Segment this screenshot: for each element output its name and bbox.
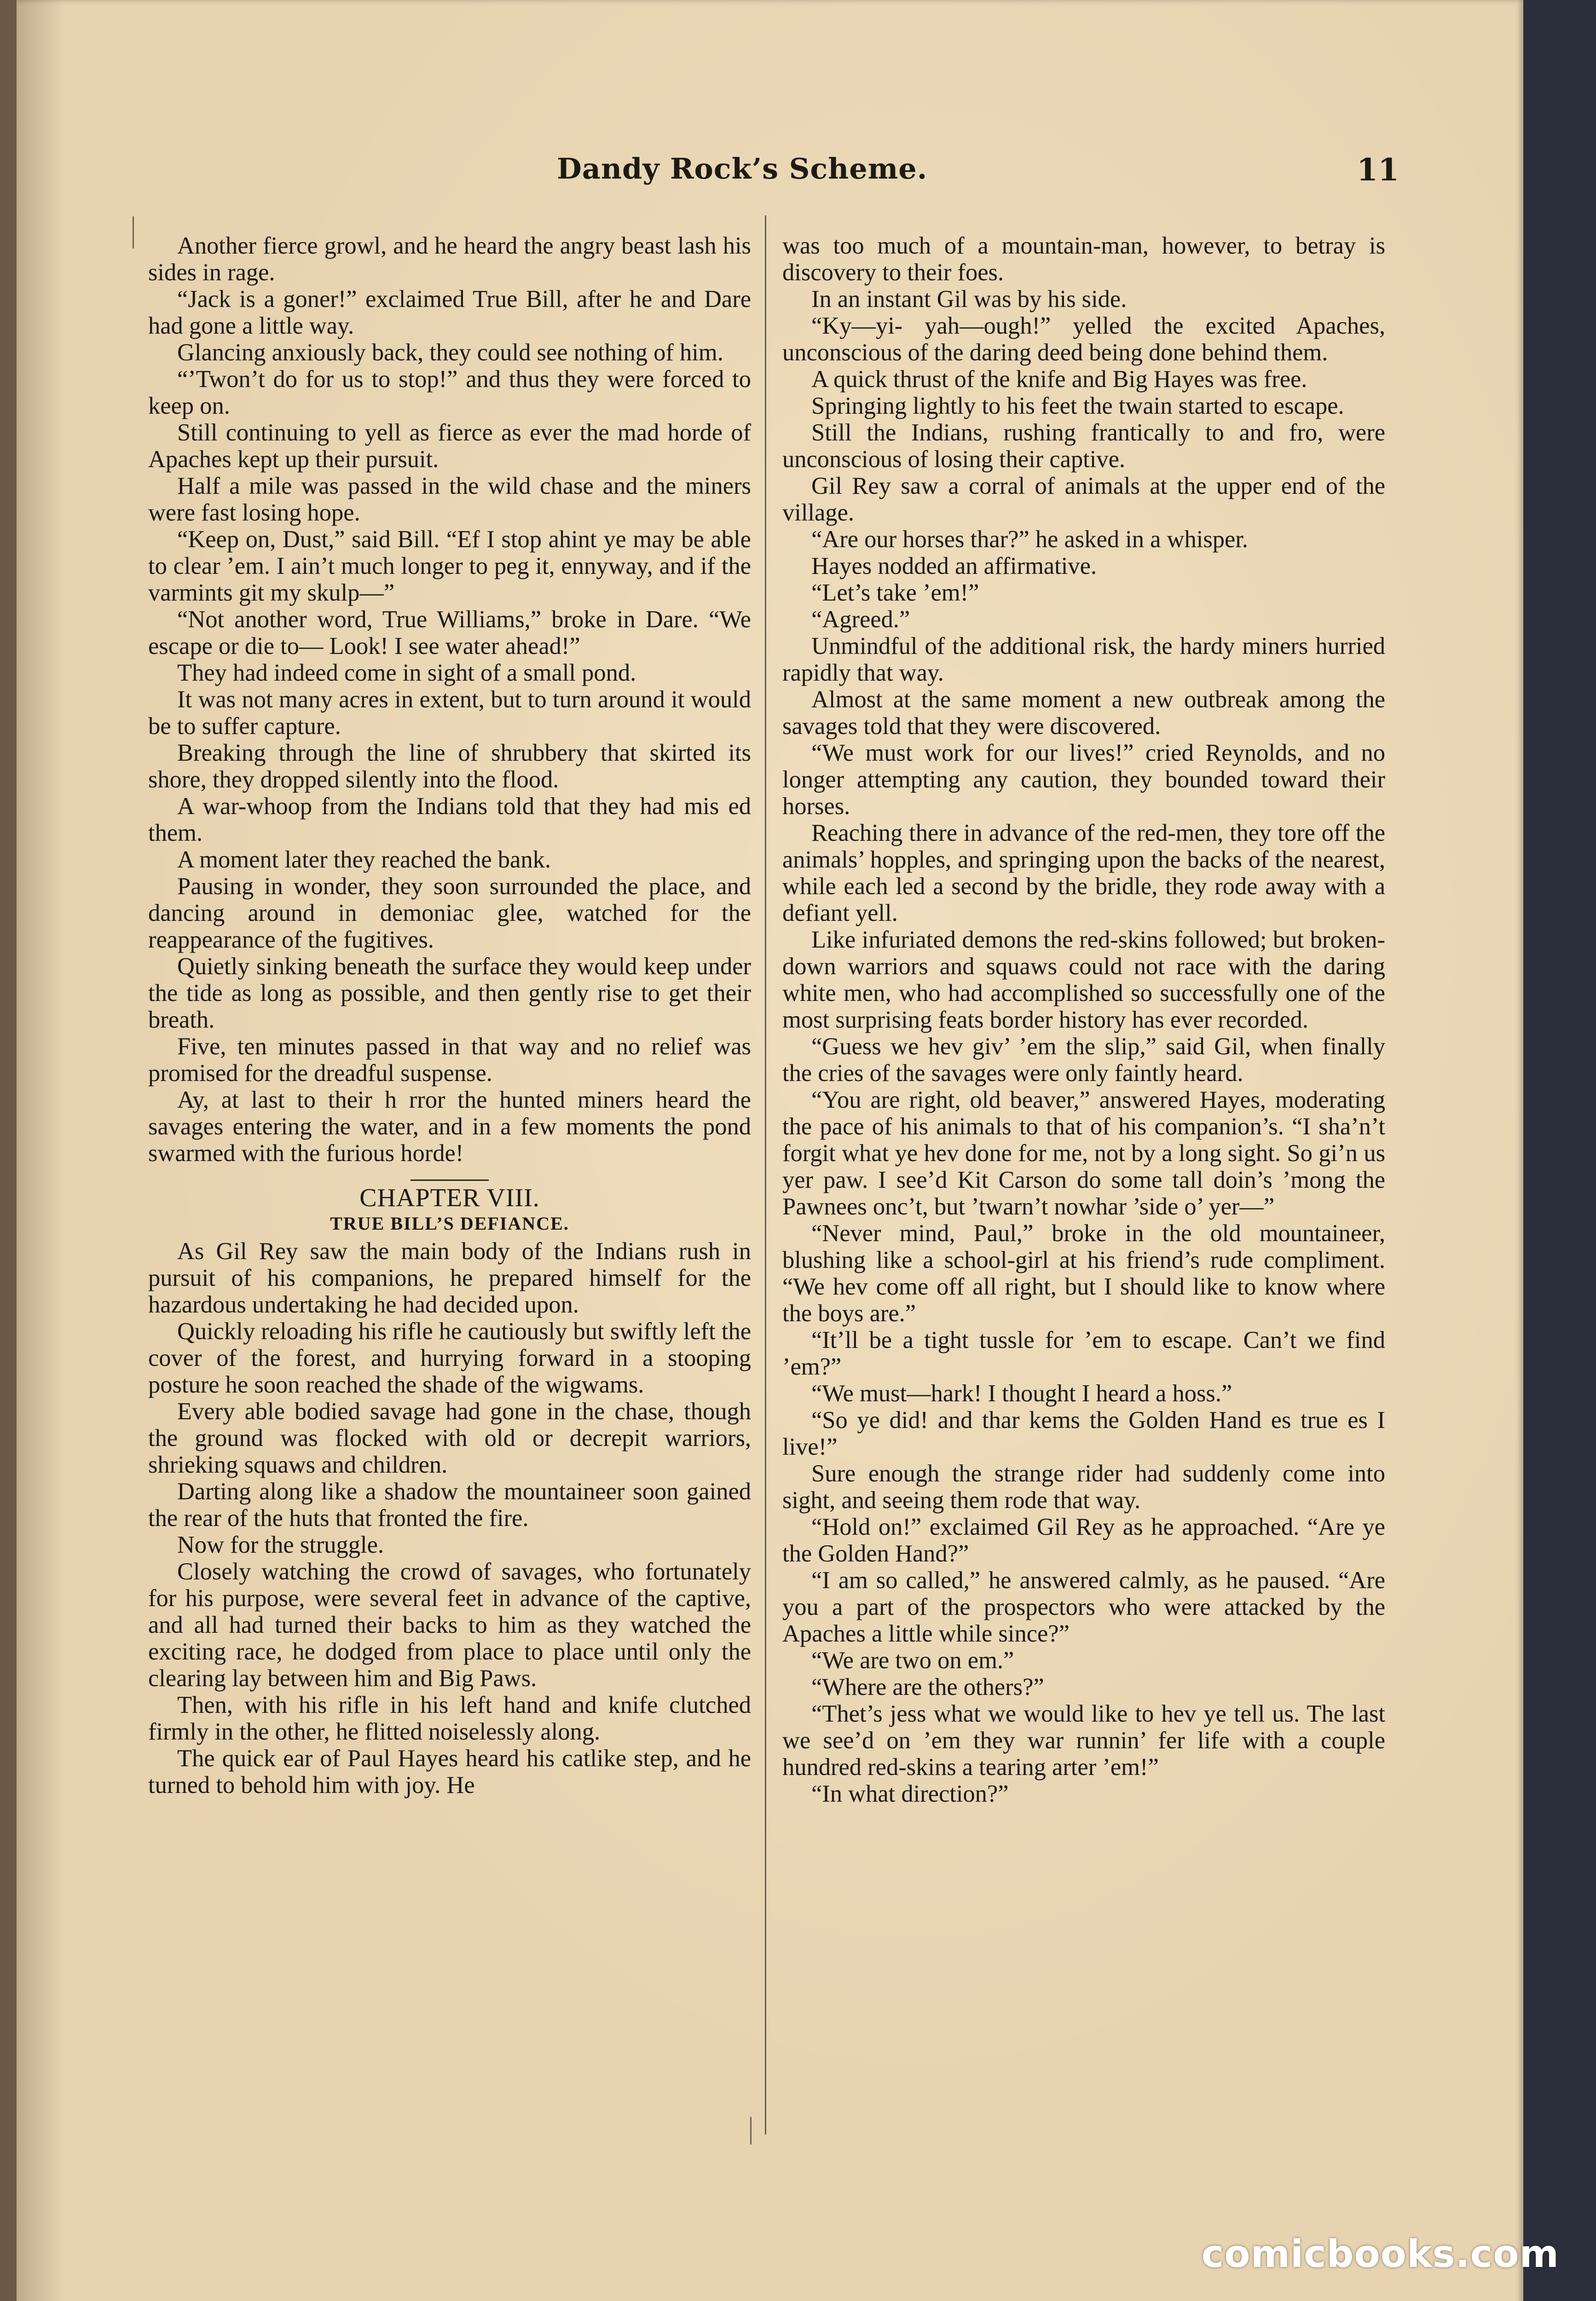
paragraph: “Jack is a goner!” exclaimed True Bill, after he and Dare had gone a little way.	[148, 286, 751, 339]
column-rule-mark	[750, 2117, 752, 2145]
paragraph: “In what direction?”	[811, 1781, 1009, 1807]
paragraph: A moment later they reached the bank.	[177, 846, 551, 873]
left-column	[148, 232, 751, 1798]
running-header	[552, 152, 1473, 193]
paragraph: “It’ll be a tight tussle for ’em to escape. Can’t we find ’em?”	[782, 1327, 1385, 1380]
paragraph: Quietly sinking beneath the surface they would keep under the tide as long as possible, and then gently rise to get their breath.	[148, 953, 751, 1033]
paragraph: Then, with his rifle in his left hand and knife clutched firmly in the other, he flitted noiselessly along.	[148, 1692, 751, 1745]
paragraph: Darting along like a shadow the mountaineer soon gained the rear of the huts that fronted the fire.	[148, 1478, 751, 1532]
paragraph: Almost at the same moment a new outbreak among the savages told that they were discovered.	[782, 686, 1385, 740]
paragraph: Like infuriated demons the red-skins followed; but broken-down warriors and squaws could not race with the daring white men, who had accomplished so successfully one of the most surprising feats border history has ever recorded.	[782, 926, 1385, 1033]
paragraph: Springing lightly to his feet the twain started to escape.	[811, 393, 1344, 419]
paragraph: Still continuing to yell as fierce as ever the mad horde of Apaches kept up their pursuit.	[148, 419, 751, 473]
paragraph: “I am so called,” he answered calmly, as he paused. “Are you a part of the prospectors who were attacked by the Apaches a little while since?”	[782, 1567, 1385, 1647]
paragraph: Another fierce growl, and he heard the angry beast lash his sides in rage.	[148, 232, 751, 286]
paragraph: They had indeed come in sight of a small pond.	[177, 659, 636, 686]
continued-paragraph: was too much of a mountain-man, however, to betray is discovery to their foes.	[782, 232, 1385, 286]
paragraph: Quickly reloading his rifle he cautiously but swiftly left the cover of the forest, and hurrying forward in a stooping posture he soon reached the shade of the wigwams.	[148, 1318, 751, 1398]
paragraph: “Never mind, Paul,” broke in the old mountaineer, blushing like a school-girl at his friend’s rude compliment. “We hev come off all right, but I should like to know where the boys are.”	[782, 1220, 1385, 1327]
page-spine-edge	[0, 0, 17, 2301]
paragraph: “Hold on!” exclaimed Gil Rey as he approached. “Are ye the Golden Hand?”	[782, 1514, 1385, 1567]
paragraph: “We must—hark! I thought I heard a hoss.”	[811, 1380, 1232, 1407]
paragraph: Gil Rey saw a corral of animals at the upper end of the village.	[782, 473, 1385, 526]
paragraph: Unmindful of the additional risk, the hardy miners hurried rapidly that way.	[782, 633, 1385, 686]
paragraph: In an instant Gil was by his side.	[811, 286, 1127, 312]
paragraph: “Ky—yi- yah—ough!” yelled the excited Apaches, unconscious of the daring deed being done behind them.	[782, 312, 1385, 366]
paragraph: “Let’s take ’em!”	[811, 579, 979, 606]
left-paragraphs-after-chapter	[148, 1238, 751, 1798]
paragraph: “So ye did! and thar kems the Golden Hand es true es I live!”	[782, 1407, 1385, 1460]
site-watermark: comicbooks.com	[1201, 2232, 1559, 2276]
paragraph: As Gil Rey saw the main body of the Indians rush in pursuit of his companions, he prepared himself for the hazardous undertaking he had decided upon.	[148, 1238, 751, 1318]
chapter-subtitle: TRUE BILL’S DEFIANCE.	[330, 1213, 569, 1234]
paragraph: Every able bodied savage had gone in the chase, though the ground was flocked with old or decrepit warriors, shrieking squaws and children.	[148, 1398, 751, 1478]
paragraph: A war-whoop from the Indians told that they had mis ed them.	[148, 793, 751, 846]
page-number: 11	[1357, 152, 1399, 188]
chapter-title: CHAPTER VIII.	[359, 1184, 540, 1212]
paragraph: Pausing in wonder, they soon surrounded the place, and dancing around in demoniac glee, watched for the reappearance of the fugitives.	[148, 873, 751, 953]
paragraph: The quick ear of Paul Hayes heard his catlike step, and he turned to behold him with joy. He	[148, 1745, 751, 1798]
paragraph: Hayes nodded an affirmative.	[811, 553, 1097, 579]
running-title: Dandy Rock’s Scheme.	[557, 152, 928, 185]
chapter-heading-block	[148, 1179, 751, 1235]
paragraph: Reaching there in advance of the red-men, they tore off the animals’ hopples, and springing upon the backs of the nearest, while each led a second by the bridle, they rode away with a defiant yell.	[782, 820, 1385, 926]
paragraph: “Where are the others?”	[811, 1674, 1044, 1700]
paragraph: Ay, at last to their h rror the hunted miners heard the savages entering the water, and in a few moments the pond swarmed with the furious horde!	[148, 1087, 751, 1167]
paragraph: “Thet’s jess what we would like to hev ye tell us. The last we see’d on ’em they war runnin’ fer life with a couple hundred red-skins a tearing arter ’em!”	[782, 1700, 1385, 1781]
paragraph: “’Twon’t do for us to stop!” and thus they were forced to keep on.	[148, 366, 751, 419]
paragraph: Now for the struggle.	[177, 1532, 384, 1558]
paragraph: It was not many acres in extent, but to turn around it would be to suffer capture.	[148, 686, 751, 740]
paragraph: “Keep on, Dust,” said Bill. “Ef I stop ahint ye may be able to clear ’em. I ain’t much longer to peg it, ennyway, and if the varmints git my skulp—”	[148, 526, 751, 606]
paragraph: Breaking through the line of shrubbery that skirted its shore, they dropped silently into the flood.	[148, 740, 751, 793]
paragraph: “Guess we hev giv’ ’em the slip,” said Gil, when finally the cries of the savages were only faintly heard.	[782, 1033, 1385, 1087]
paragraph: Half a mile was passed in the wild chase and the miners were fast losing hope.	[148, 473, 751, 526]
paragraph: “We must work for our lives!” cried Reynolds, and no longer attempting any caution, they bounded toward their horses.	[782, 740, 1385, 820]
paragraph: Closely watching the crowd of savages, who fortunately for his purpose, were several feet in advance of the captive, and all had turned their backs to him as they watched the exciting race, he dodged from place to place until only the clearing lay between him and Big Paws.	[148, 1558, 751, 1692]
paragraph: “Are our horses thar?” he asked in a whisper.	[811, 526, 1249, 553]
paragraph: “You are right, old beaver,” answered Hayes, moderating the pace of his animals to that of his companion’s. “I sha’n’t forgit what ye hev done for me, not by a long sight. So gi’n us yer paw. I see’d Kit Carson do some tall doin’s ’mong the Pawnees onc’t, but ’twarn’t nowhar ’side o’ yer—”	[782, 1087, 1385, 1220]
paragraph: Sure enough the strange rider had suddenly come into sight, and seeing them rode that way.	[782, 1460, 1385, 1514]
left-paragraphs-before-chapter	[148, 232, 751, 1167]
paragraph: Still the Indians, rushing frantically to and fro, were unconscious of losing their captive.	[782, 419, 1385, 473]
paragraph: Five, ten minutes passed in that way and no relief was promised for the dreadful suspense.	[148, 1033, 751, 1087]
paragraph: A quick thrust of the knife and Big Hayes was free.	[811, 366, 1307, 393]
paragraph: Glancing anxiously back, they could see nothing of him.	[177, 339, 723, 366]
paragraph: “Agreed.”	[811, 606, 910, 633]
paragraph: “Not another word, True Williams,” broke in Dare. “We escape or die to— Look! I see water ahead!”	[148, 606, 751, 659]
column-divider	[765, 215, 766, 2134]
chapter-rule	[411, 1179, 489, 1181]
right-column	[782, 232, 1385, 1807]
column-rule-mark	[133, 216, 134, 249]
paragraph: “We are two on em.”	[811, 1647, 1014, 1674]
